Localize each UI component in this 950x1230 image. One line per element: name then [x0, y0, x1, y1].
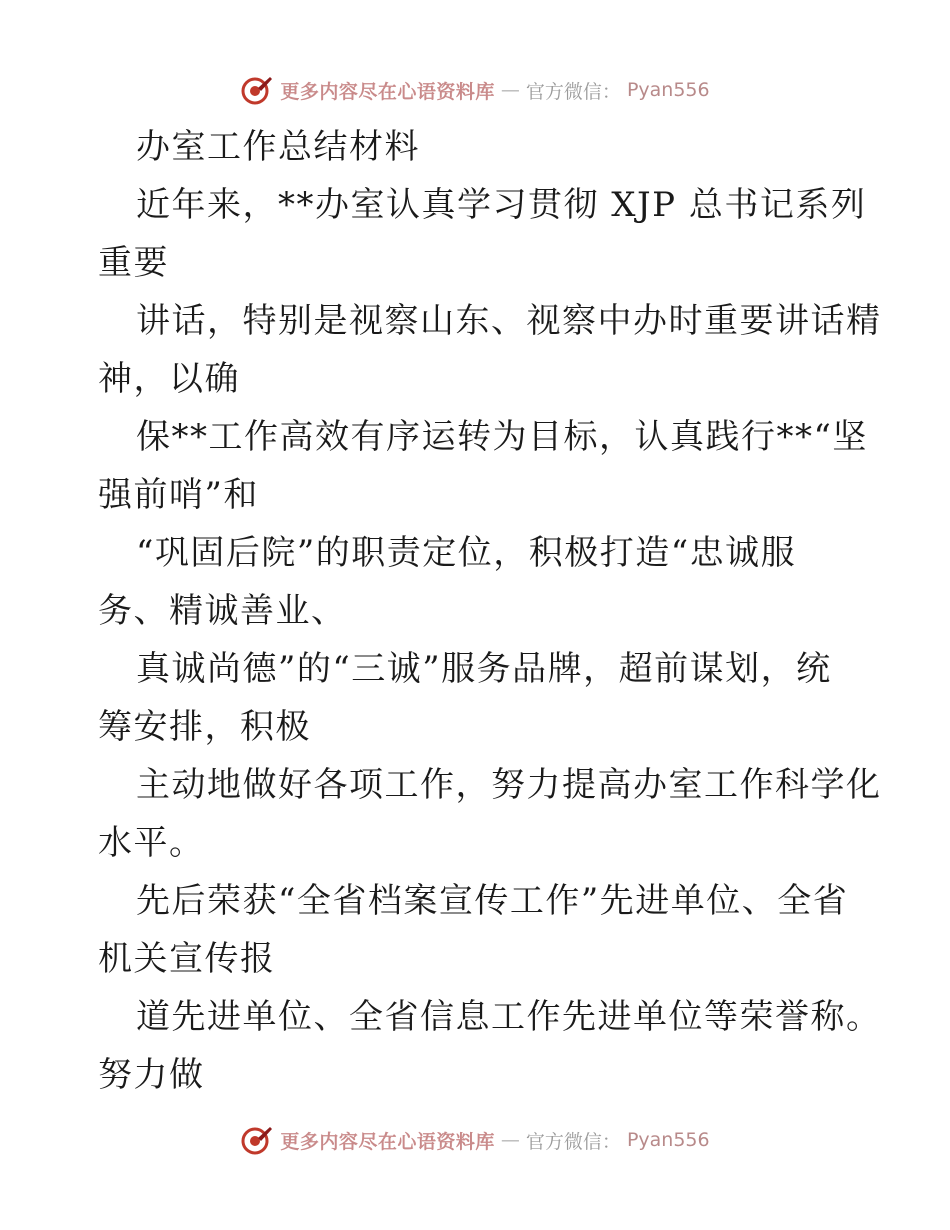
watermark-dash: —: [500, 1129, 520, 1151]
watermark-label: 官方微信：: [525, 1130, 621, 1153]
watermark-wechat-id: Pyan556: [626, 79, 710, 101]
paragraph: 保**工作高效有序运转为目标，认真践行**“坚 强前哨”和: [98, 417, 868, 515]
watermark-dash: —: [500, 79, 520, 101]
paragraph: 先后荣获“全省档案宣传工作”先进单位、全省 机关宣传报: [98, 881, 849, 979]
document-body: [98, 118, 882, 1104]
footer-watermark: [0, 1120, 950, 1160]
paragraph: 真诚尚德”的“三诚”服务品牌，超前谋划，统 筹安排，积极: [98, 649, 832, 747]
paragraph: 主动地做好各项工作，努力提高办室工作科学化 水平。: [98, 765, 882, 863]
watermark-wechat-id: Pyan556: [626, 1129, 710, 1151]
watermark-text: 更多内容尽在心语资料库: [280, 1130, 495, 1153]
watermark-text: 更多内容尽在心语资料库: [280, 80, 495, 103]
pen-logo-icon: [240, 73, 274, 107]
paragraph: 道先进单位、全省信息工作先进单位等荣誉称。 努力做: [98, 997, 882, 1095]
paragraph: “巩固后院”的职责定位，积极打造“忠诚服 务、精诚善业、: [98, 533, 797, 631]
header-watermark: [0, 70, 950, 110]
pen-logo-icon: [240, 1123, 274, 1157]
document-title: 办室工作总结材料: [136, 127, 420, 167]
watermark-label: 官方微信：: [525, 80, 621, 103]
paragraph: 近年来，**办室认真学习贯彻 XJP 总书记系列 重要: [98, 185, 867, 283]
paragraph: 讲话，特别是视察山东、视察中办时重要讲话精 神，以确: [98, 301, 882, 399]
